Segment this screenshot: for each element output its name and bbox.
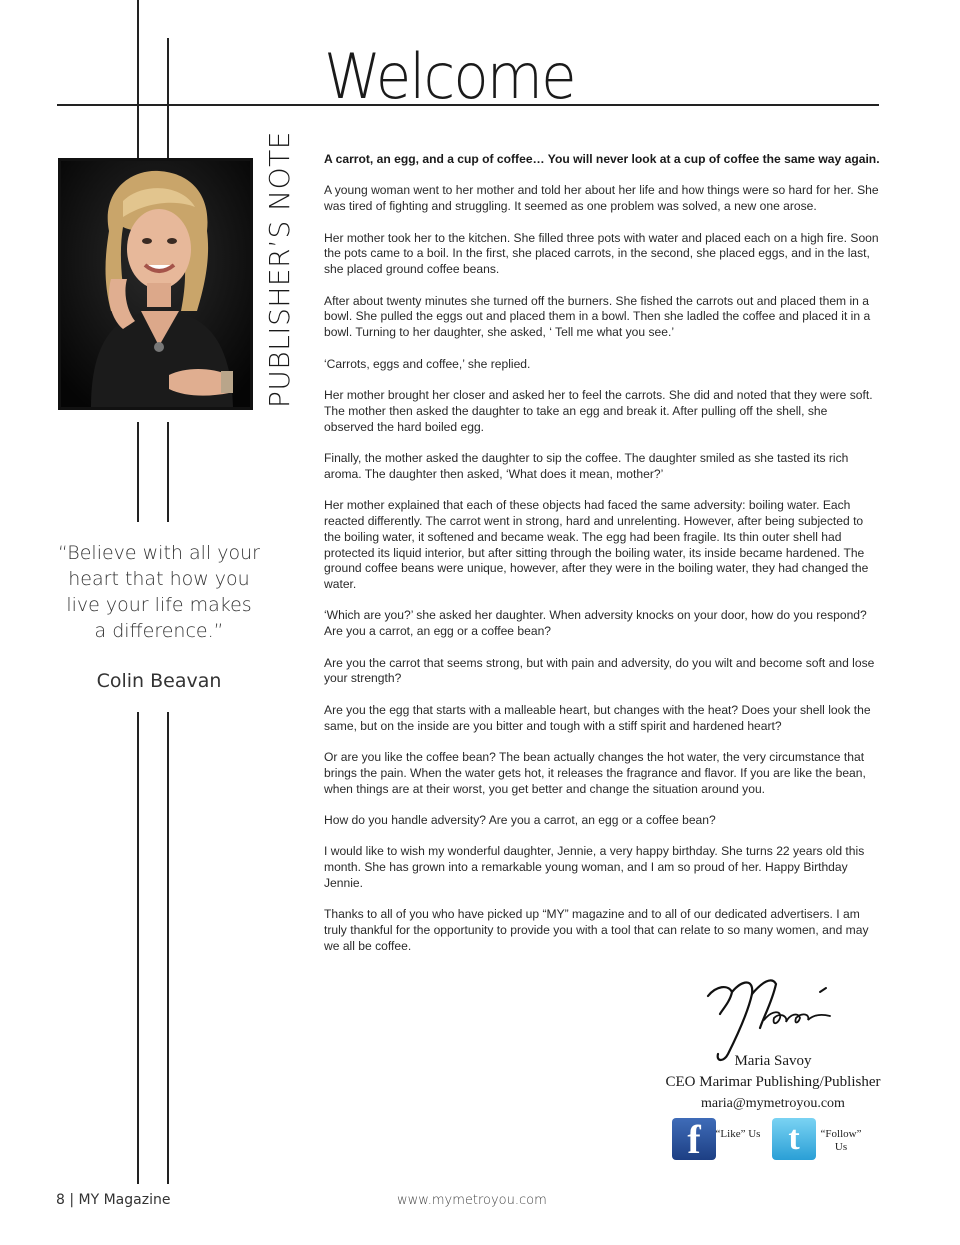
twitter-icon[interactable]: t — [772, 1118, 816, 1160]
article-paragraph: Or are you like the coffee bean? The bean actually changes the hot water, the very circumstance that brings the pain. When the water gets hot, it releases the fragrance and flavor. If you are like the bean, when things are at their worst, you get better and change the situation around you. — [324, 750, 866, 796]
divider-vertical-mid-right — [167, 422, 169, 522]
twitter-follow-label[interactable]: “Follow” Us — [820, 1128, 862, 1153]
article-paragraph: Her mother took her to the kitchen. She filled three pots with water and placed each on a high fire. Soon the pots came to a boil. In the first, she placed carrots, in the second, she placed eggs, and in the last, she placed ground coffee beans. — [324, 230, 879, 277]
article-paragraph: How do you handle adversity? Are you a carrot, an egg or a coffee bean? — [324, 813, 716, 828]
article-paragraph: ‘Which are you?’ she asked her daughter. When adversity knocks on your door, how do you respond? Are you a carrot, an egg or a coffee bean? — [324, 608, 867, 639]
article-paragraph: I would like to wish my wonderful daughter, Jennie, a very happy birthday. She turns 22 years old this month. She has grown into a remarkable young woman, and I am so proud of her. Happy Birthday Jennie. — [324, 844, 865, 891]
article-paragraph: After about twenty minutes she turned off the burners. She fished the carrots out and placed them in a bowl. She pulled the eggs out and placed them in a bowl. Then she ladled the coffee and placed it in a bowl. Turning to her daughter, she asked, ‘ Tell me what you see.’ — [324, 293, 871, 340]
facebook-icon[interactable]: f — [672, 1118, 716, 1160]
article-paragraph: Her mother brought her closer and asked her to feel the carrots. She did and noted that they were soft. The mother then asked the daughter to take an egg and break it. After pulling off the shell, she observed the hard boiled egg. — [324, 387, 873, 434]
footer-url[interactable]: www.mymetroyou.com — [397, 1193, 547, 1208]
page-title: Welcome — [324, 40, 575, 113]
signature-name: Maria Savoy — [734, 1053, 812, 1069]
section-label: PUBLISHER’S NOTE — [263, 131, 296, 408]
divider-vertical-bottom-left — [137, 712, 139, 1184]
quote-author: Colin Beavan — [96, 670, 222, 692]
article-paragraph: Are you the carrot that seems strong, but with pain and adversity, do you wilt and become soft and lose your strength? — [324, 655, 875, 686]
article-body — [324, 152, 880, 970]
article-lead: A carrot, an egg, and a cup of coffee… You will never look at a cup of coffee the same way again. — [324, 152, 880, 166]
signature-email[interactable]: maria@mymetroyou.com — [701, 1096, 845, 1111]
signature-title: CEO Marimar Publishing/Publisher — [665, 1074, 881, 1090]
handwritten-signature — [702, 972, 842, 1066]
divider-vertical-bottom-right — [167, 712, 169, 1184]
article-paragraph: Her mother explained that each of these objects had faced the same adversity: boiling water. Each reacted differently. The carrot went in strong, hard and unrelenting. However, after being subjected to the boiling water, it softened and became weak. The egg had been fragile. Its thin outer shell had protected its liquid interior, but after sitting through the boiling water, its inside became hardened. The ground coffee beans were unique, however, after they were in the boiling water, they had changed the water. — [324, 498, 869, 592]
pull-quote: “Believe with all your heart that how you live your life makes a difference.” — [58, 542, 260, 642]
article-paragraph: ‘Carrots, eggs and coffee,’ she replied. — [324, 356, 531, 371]
divider-vertical-top-right — [167, 38, 169, 158]
article-paragraph: Thanks to all of you who have picked up “MY” magazine and to all of our dedicated advertisers. I am truly thankful for the opportunity to provide you with a tool that can relate to so many women, and may we all be coffee. — [324, 907, 869, 953]
article-paragraph: Finally, the mother asked the daughter to sip the coffee. The daughter smiled as she tasted its rich aroma. The daughter then asked, ‘What does it mean, mother?’ — [324, 450, 849, 481]
footer-page-info: 8 | MY Magazine — [56, 1192, 171, 1208]
portrait-image — [61, 161, 250, 407]
divider-vertical-top-left — [137, 0, 139, 158]
article-paragraph: Are you the egg that starts with a malleable heart, but changes with the heat? Does your shell look the same, but on the inside are you bitter and tough with a stiff spirit and hardened heart? — [324, 702, 871, 733]
publisher-photo — [58, 158, 253, 410]
divider-vertical-mid-left — [137, 422, 139, 522]
article-paragraph: A young woman went to her mother and told her about her life and how things were so hard for her. She was tired of fighting and struggling. It seemed as one problem was solved, a new one arose. — [324, 183, 879, 214]
facebook-like-label[interactable]: “Like” Us — [715, 1128, 761, 1140]
